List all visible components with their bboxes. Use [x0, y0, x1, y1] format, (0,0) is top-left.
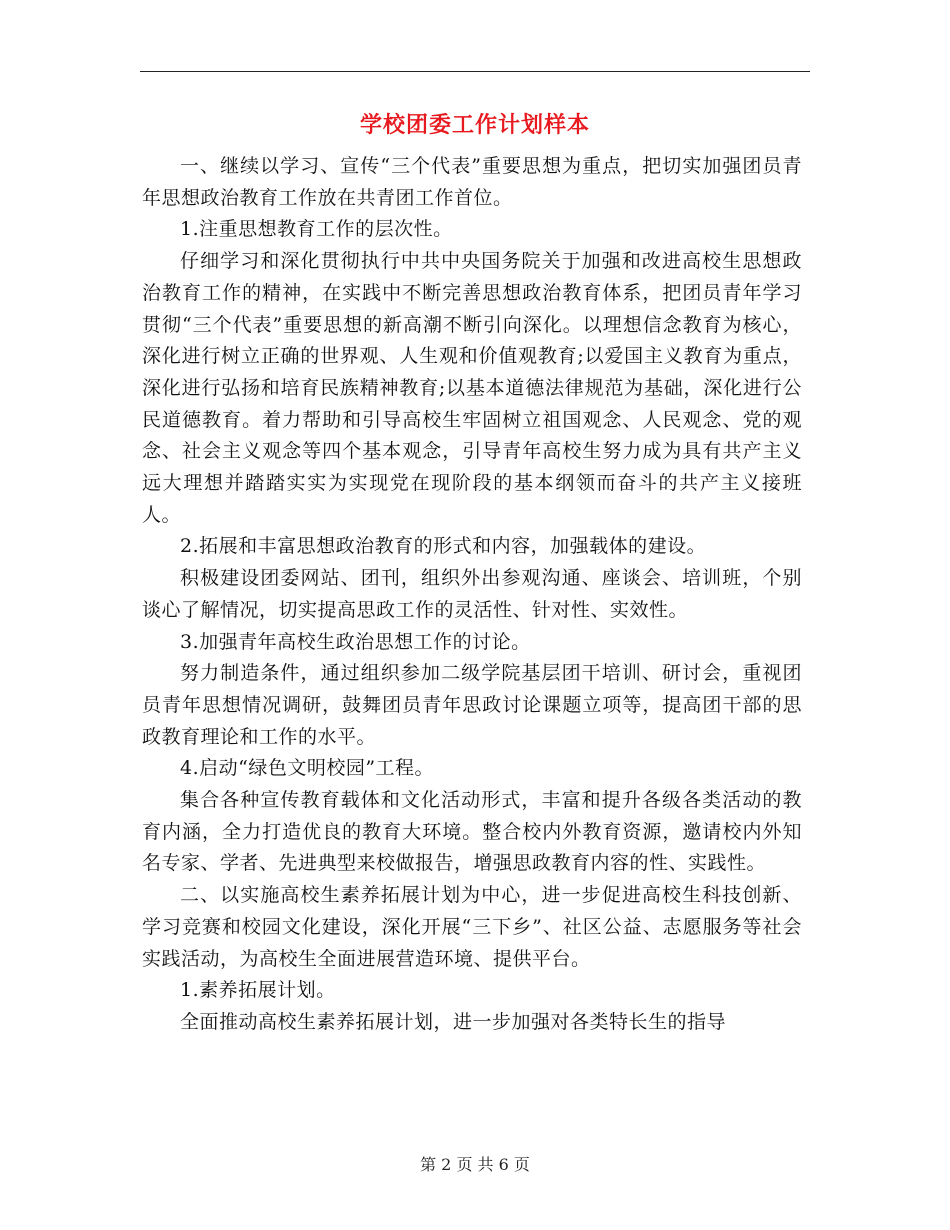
paragraph: 一、继续以学习、宣传“三个代表”重要思想为重点，把切实加强团员青年思想政治教育工作放在共青团工作首位。 [142, 155, 802, 209]
page-footer: 第 2 页 共 6 页 [420, 1155, 530, 1174]
paragraph: 二、以实施高校生素养拓展计划为中心，进一步促进高校生科技创新、学习竞赛和校园文化建设，深化开展“三下乡”、社区公益、志愿服务等社会实践活动，为高校生全面进展营造环境、提供平台。 [142, 884, 802, 970]
header-rule [140, 71, 810, 72]
paragraph: 2.拓展和丰富思想政治教育的形式和内容，加强载体的建设。 [180, 535, 707, 558]
paragraph: 仔细学习和深化贯彻执行中共中央国务院关于加强和改进高校生思想政治教育工作的精神，在实践中不断完善思想政治教育体系，把团员青年学习贯彻“三个代表”重要思想的新高潮不断引向深化。以理想信念教育为核心，深化进行树立正确的世界观、人生观和价值观教育;以爱国主义教育为重点，深化进行弘扬和培育民族精神教育;以基本道德法律规范为基础，深化进行公民道德教育。着力帮助和引导高校生牢固树立祖国观念、人民观念、党的观念、社会主义观念等四个基本观念，引导青年高校生努力成为具有共产主义远大理想并踏踏实实为实现党在现阶段的基本纲领而奋斗的共产主义接班人。 [142, 250, 802, 526]
paragraph: 集合各种宣传教育载体和文化活动形式，丰富和提升各级各类活动的教育内涵，全力打造优良的教育大环境。整合校内外教育资源，邀请校内外知名专家、学者、先进典型来校做报告，增强思政教育内容的性、实践性。 [142, 789, 802, 875]
paragraph: 3.加强青年高校生政治思想工作的讨论。 [180, 630, 531, 653]
paragraph: 1.素养拓展计划。 [180, 979, 336, 1002]
document-title: 学校团委工作计划样本 [359, 112, 590, 138]
paragraph: 积极建设团委网站、团刊，组织外出参观沟通、座谈会、培训班，个别谈心了解情况，切实提高思政工作的灵活性、针对性、实效性。 [142, 567, 802, 621]
paragraph: 4.启动“绿色文明校园”工程。 [180, 757, 435, 780]
document-body [142, 151, 802, 1039]
paragraph: 努力制造条件，通过组织参加二级学院基层团干培训、研讨会，重视团员青年思想情况调研，鼓舞团员青年思政讨论课题立项等，提高团干部的思政教育理论和工作的水平。 [142, 662, 802, 748]
paragraph: 全面推动高校生素养拓展计划，进一步加强对各类特长生的指导 [180, 1010, 727, 1033]
paragraph: 1.注重思想教育工作的层次性。 [180, 218, 453, 241]
